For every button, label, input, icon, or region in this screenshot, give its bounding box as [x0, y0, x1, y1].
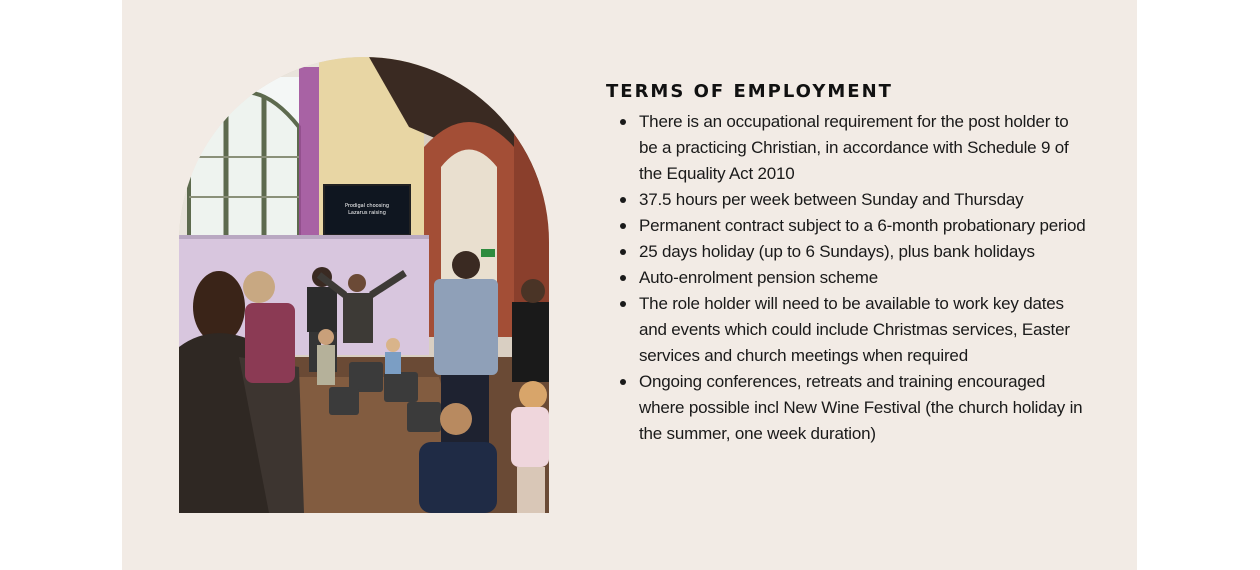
list-item-text: Ongoing conferences, retreats and training encouraged where possible incl New Wine Festival (the church holiday in the summer, one week duration) — [639, 372, 1083, 443]
list-item-text: The role holder will need to be available to work key dates and events which could include Christmas services, Easter services and church meetings when required — [639, 294, 1070, 365]
bullet-icon — [620, 197, 626, 203]
list-item-text: Permanent contract subject to a 6-month probationary period — [639, 216, 1086, 235]
screen-text-line1: Prodigal choosing — [344, 203, 390, 209]
list-item — [606, 291, 1086, 369]
list-item-text: 25 days holiday (up to 6 Sundays), plus bank holidays — [639, 242, 1035, 261]
list-item-text: Auto-enrolment pension scheme — [639, 268, 878, 287]
church-worship-photo — [179, 57, 549, 513]
list-item-text: There is an occupational requirement for the post holder to be a practicing Christian, in accordance with Schedule 9 of the Equality Act 2010 — [639, 112, 1069, 183]
list-item — [606, 109, 1086, 187]
bullet-icon — [620, 119, 626, 125]
bullet-icon — [620, 223, 626, 229]
bullet-icon — [620, 301, 626, 307]
content-panel — [122, 0, 1137, 570]
list-item-text: 37.5 hours per week between Sunday and Thursday — [639, 190, 1024, 209]
screen-text-line2: Lazarus raising — [348, 210, 386, 216]
list-item — [606, 369, 1086, 447]
section-heading: TERMS OF EMPLOYMENT — [606, 81, 893, 102]
bullet-icon — [620, 379, 626, 385]
bullet-icon — [620, 249, 626, 255]
list-item — [606, 265, 1086, 291]
terms-list — [606, 109, 1086, 447]
list-item — [606, 187, 1086, 213]
terms-section — [606, 80, 1086, 447]
list-item — [606, 239, 1086, 265]
list-item — [606, 213, 1086, 239]
bullet-icon — [620, 275, 626, 281]
